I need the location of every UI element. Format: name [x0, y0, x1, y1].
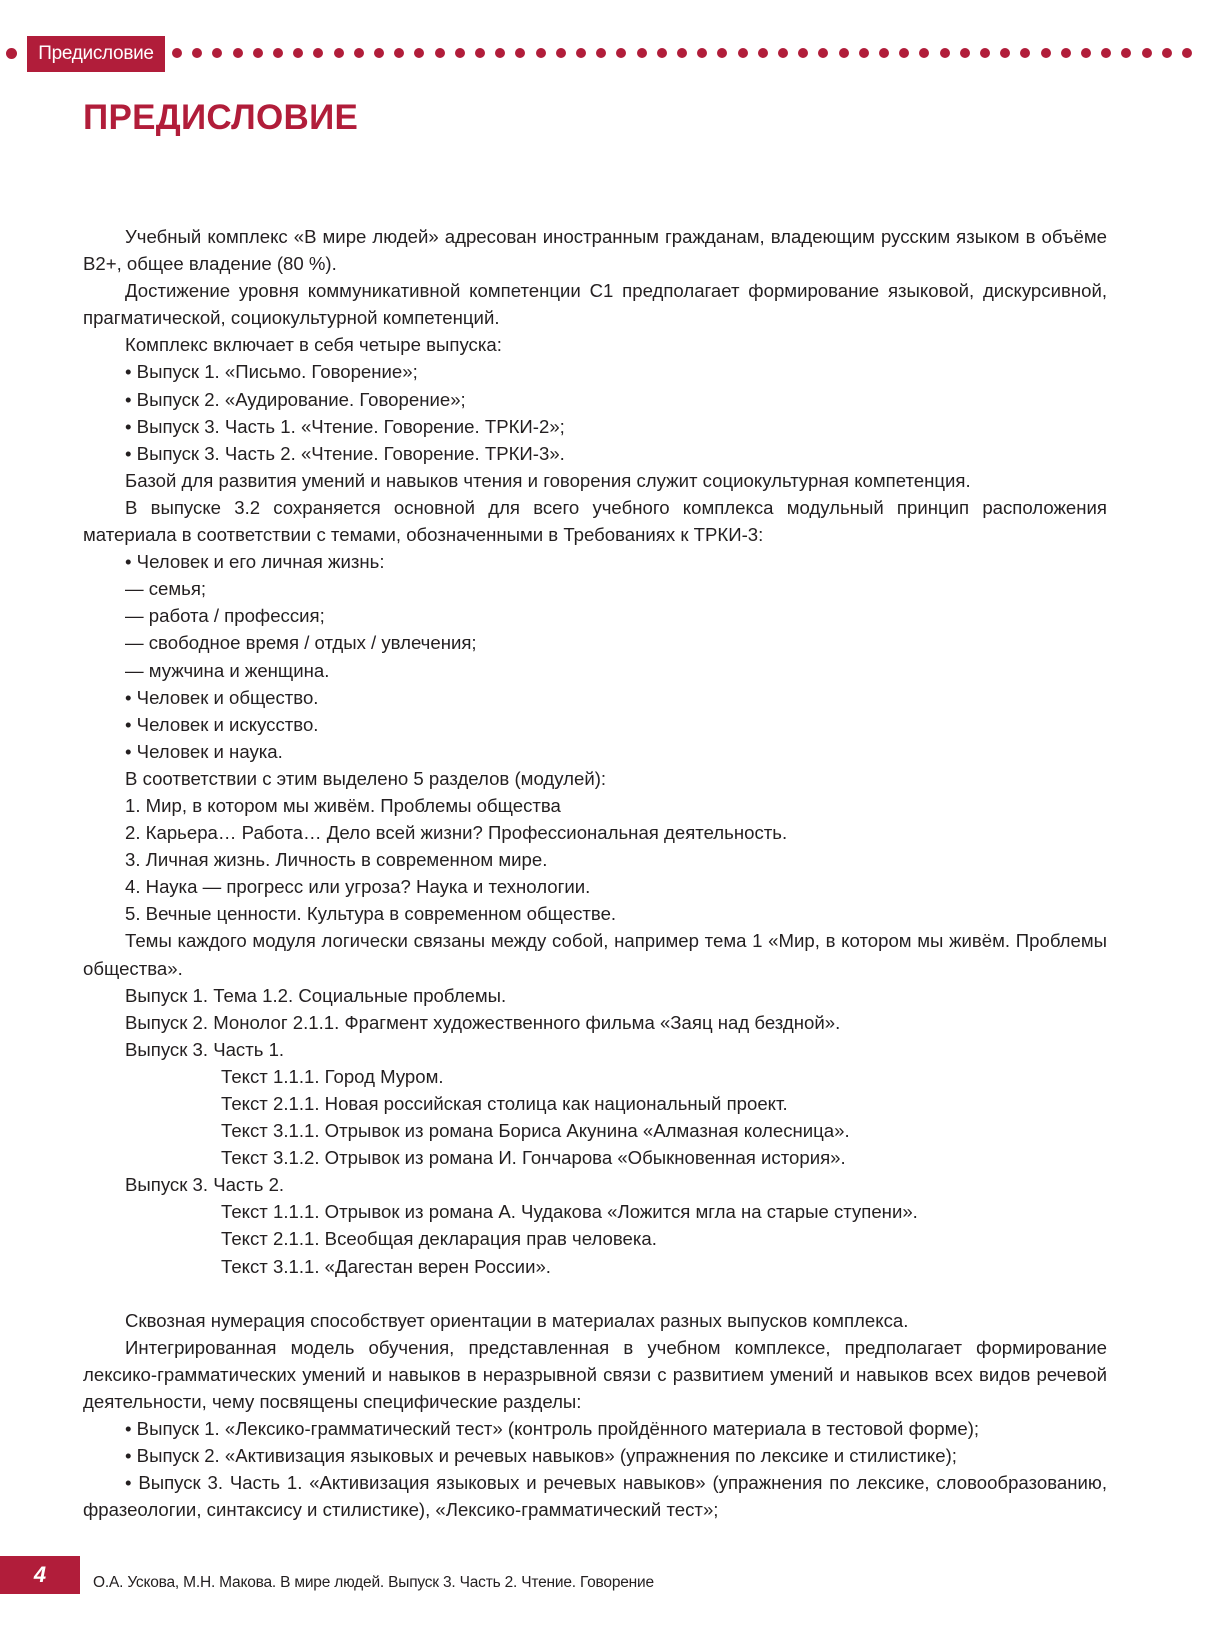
header-dot: [919, 48, 929, 58]
footer-citation: О.А. Ускова, М.Н. Макова. В мире людей. Выпуск 3. Часть 2. Чтение. Говорение: [93, 1574, 654, 1591]
header-dot: [172, 48, 182, 58]
header-dot: [1020, 48, 1030, 58]
header-dot: [576, 48, 586, 58]
list-item: • Выпуск 3. Часть 1. «Чтение. Говорение. ТРКИ-2»;: [125, 415, 565, 437]
issue-line: Выпуск 1. Тема 1.2. Социальные проблемы.: [125, 984, 507, 1006]
page-number: 4: [0, 1556, 80, 1594]
page-title: ПРЕДИСЛОВИЕ: [83, 98, 359, 137]
header-dot: [334, 48, 344, 58]
header-dot: [738, 48, 748, 58]
running-header: [0, 36, 1211, 72]
header-dot: [414, 48, 424, 58]
module-item: 3. Личная жизнь. Личность в современном мире.: [125, 849, 548, 871]
header-dot: [394, 48, 404, 58]
section-tab: Предисловие: [27, 36, 165, 72]
header-dot: [859, 48, 869, 58]
header-dot: [980, 48, 990, 58]
header-dot: [778, 48, 788, 58]
header-dot: [475, 48, 485, 58]
header-dot: [212, 48, 222, 58]
issue-line: Выпуск 3. Часть 1.: [125, 1038, 285, 1060]
list-item: • Выпуск 1. «Лексико-грамматический тест» (контроль пройдённого материала в тестовой форме);: [125, 1418, 980, 1440]
header-dot: [818, 48, 828, 58]
paragraph: Учебный комплекс «В мире людей» адресован иностранным гражданам, владеющим русским языком в объёме В2+, общее владение (80 %).: [83, 226, 1107, 275]
header-dot: [697, 48, 707, 58]
list-item: • Выпуск 3. Часть 1. «Активизация языковых и речевых навыков» (упражнения по лексике, словообразованию, фразеологии, синтаксису и стилистике), «Лексико-грамматический тест»;: [83, 1472, 1107, 1521]
header-dot: [6, 48, 17, 59]
header-dot: [1081, 48, 1091, 58]
list-item: • Выпуск 2. «Аудирование. Говорение»;: [125, 388, 466, 410]
paragraph: В соответствии с этим выделено 5 разделов (модулей):: [125, 767, 607, 789]
header-dot: [556, 48, 566, 58]
issue-line: Выпуск 3. Часть 2.: [125, 1174, 285, 1196]
header-dot: [899, 48, 909, 58]
header-dot: [536, 48, 546, 58]
list-item: — свободное время / отдых / увлечения;: [125, 632, 477, 654]
header-dot: [435, 48, 445, 58]
header-dot: [455, 48, 465, 58]
module-item: 4. Наука — прогресс или угроза? Наука и технологии.: [125, 876, 591, 898]
module-item: 1. Мир, в котором мы живём. Проблемы общества: [125, 794, 561, 816]
paragraph: В выпуске 3.2 сохраняется основной для всего учебного комплекса модульный принцип расположения материала в соответствии с темами, обозначенными в Требованиях к ТРКИ-3:: [83, 496, 1107, 546]
text-item: Текст 2.1.1. Новая российская столица как национальный проект.: [221, 1093, 788, 1114]
issue-line: Выпуск 2. Монолог 2.1.1. Фрагмент художественного фильма «Заяц над бездной».: [125, 1011, 841, 1033]
list-item: — мужчина и женщина.: [125, 659, 330, 681]
list-item: • Выпуск 1. «Письмо. Говорение»;: [125, 361, 418, 383]
header-dot: [495, 48, 505, 58]
paragraph: Сквозная нумерация способствует ориентации в материалах разных выпусков комплекса.: [125, 1309, 909, 1331]
text-item: Текст 1.1.1. Город Муром.: [221, 1065, 444, 1087]
paragraph: Базой для развития умений и навыков чтения и говорения служит социокультурная компетенция.: [125, 469, 971, 491]
list-item: • Человек и искусство.: [125, 713, 319, 735]
list-item: • Человек и общество.: [125, 686, 319, 708]
text-item: Текст 1.1.1. Отрывок из романа А. Чудакова «Ложится мгла на старые ступени».: [221, 1201, 918, 1223]
text-item: Текст 3.1.1. Отрывок из романа Бориса Акунина «Алмазная колесница».: [221, 1120, 850, 1142]
header-dot: [1000, 48, 1010, 58]
paragraph: Темы каждого модуля логически связаны между собой, например тема 1 «Мир, в котором мы живём. Проблемы общества».: [83, 930, 1107, 979]
header-dot: [233, 48, 243, 58]
header-dot: [839, 48, 849, 58]
header-dot: [253, 48, 263, 58]
header-dot: [293, 48, 303, 58]
paragraph: Комплекс включает в себя четыре выпуска:: [125, 334, 502, 356]
list-item: • Человек и его личная жизнь:: [125, 551, 385, 573]
header-dot: [940, 48, 950, 58]
header-dot: [637, 48, 647, 58]
body-text: [83, 223, 1107, 1523]
header-dot: [657, 48, 667, 58]
list-item: • Человек и наука.: [125, 740, 283, 762]
text-item: Текст 3.1.1. «Дагестан верен России».: [221, 1255, 551, 1277]
paragraph: Достижение уровня коммуникативной компетенции С1 предполагает формирование языковой, дискурсивной, прагматической, социокультурной компетенций.: [83, 280, 1107, 329]
header-dot: [354, 48, 364, 58]
spacer: [83, 1280, 1107, 1307]
header-dot: [374, 48, 384, 58]
paragraph: Интегрированная модель обучения, представленная в учебном комплексе, предполагает формирование лексико-грамматических умений и навыков в неразрывной связи с развитием умений и навыков всех видов речевой деятельности, чему посвящены специфические разделы:: [83, 1336, 1107, 1412]
header-dot: [960, 48, 970, 58]
header-dot: [515, 48, 525, 58]
header-dot: [1121, 48, 1131, 58]
header-dot: [798, 48, 808, 58]
module-item: 2. Карьера… Работа… Дело всей жизни? Профессиональная деятельность.: [125, 822, 788, 844]
header-dot: [1041, 48, 1051, 58]
module-item: 5. Вечные ценности. Культура в современном обществе.: [125, 903, 617, 925]
header-dot-row: [172, 48, 1211, 59]
header-dot: [879, 48, 889, 58]
text-item: Текст 3.1.2. Отрывок из романа И. Гончарова «Обыкновенная история».: [221, 1147, 846, 1169]
list-item: — семья;: [125, 578, 207, 600]
header-dot: [192, 48, 202, 58]
header-dot: [758, 48, 768, 58]
header-dot: [596, 48, 606, 58]
header-dot: [1182, 48, 1192, 58]
text-item: Текст 2.1.1. Всеобщая декларация прав человека.: [221, 1228, 657, 1250]
header-dot: [273, 48, 283, 58]
list-item: • Выпуск 3. Часть 2. «Чтение. Говорение. ТРКИ-3».: [125, 442, 565, 464]
header-dot: [717, 48, 727, 58]
header-dot: [1101, 48, 1111, 58]
header-dot: [677, 48, 687, 58]
header-dot: [1162, 48, 1172, 58]
header-dot: [1061, 48, 1071, 58]
header-dot: [313, 48, 323, 58]
list-item: • Выпуск 2. «Активизация языковых и речевых навыков» (упражнения по лексике и стилистике);: [125, 1445, 957, 1467]
list-item: — работа / профессия;: [125, 605, 325, 627]
header-dot: [1142, 48, 1152, 58]
header-dot: [616, 48, 626, 58]
